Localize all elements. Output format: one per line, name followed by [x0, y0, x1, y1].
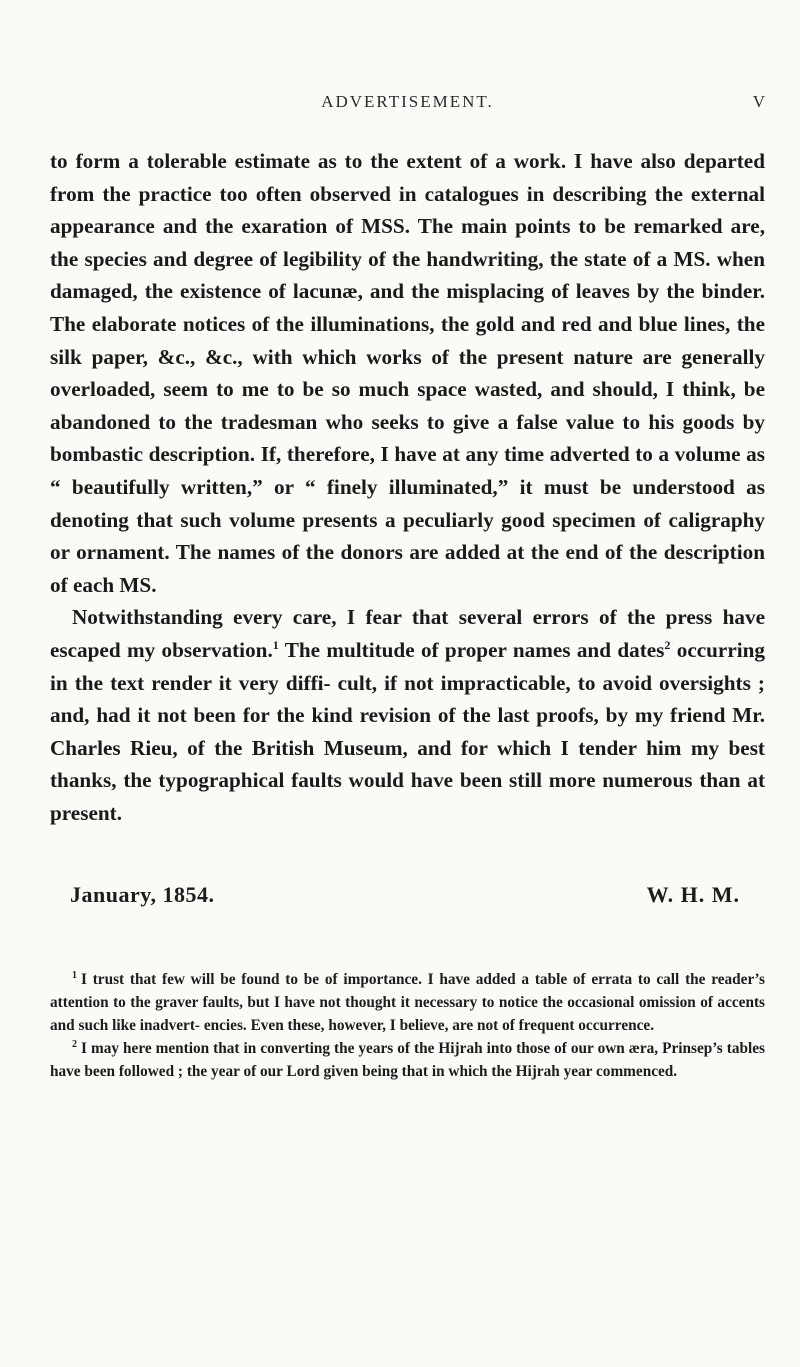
paragraph-2-part-c: occurring in the text render it very diffi- cult, if not impracticable, to avoid oversights ; and, had it not been for the kind revision of the last proofs, by my friend Mr. Charles Rieu, of the British Museum, and for which I tender him my best thanks, the typographical faults would have been still more numerous than at present.: [50, 637, 765, 825]
paragraph-2-part-b: The multitude of proper names and dates: [278, 637, 665, 662]
footnote-ref-1: 1: [272, 637, 279, 652]
footnote-1: [50, 968, 765, 1037]
page-number: V: [752, 92, 765, 111]
footnote-1-text: I trust that few will be found to be of importance. I have added a table of errata to call the reader’s attention to the graver faults, but I have not thought it necessary to notice the occasional omission of accents and such like inadvert- encies. Even these, however, I believe, are not of frequent occurrence.: [50, 971, 765, 1034]
signoff-initials: W. H. M.: [646, 882, 740, 907]
footnote-2-marker: 2: [72, 1039, 77, 1050]
footnote-2-text: I may here mention that in converting the years of the Hijrah into those of our own æra, Prinsep’s tables have been followed ; the year of our Lord given being that in which the Hijrah year commenced.: [50, 1040, 765, 1080]
body-text: [50, 145, 765, 829]
footnote-ref-2: 2: [664, 637, 671, 652]
paragraph-2: [50, 601, 765, 829]
footnote-2: [50, 1037, 765, 1083]
page-header: [50, 92, 765, 116]
footnote-1-marker: 1: [72, 970, 77, 981]
paragraph-1: to form a tolerable estimate as to the extent of a work. I have also departed from the practice too often observed in catalogues in describing the external appearance and the exaration of MSS. The main points to be remarked are, the species and degree of legibility of the handwriting, the state of a MS. when damaged, the existence of lacunæ, and the misplacing of leaves by the binder. The elaborate notices of the illuminations, the gold and red and blue lines, the silk paper, &c., &c., with which works of the present nature are generally overloaded, seem to me to be so much space wasted, and should, I think, be abandoned to the tradesman who seeks to give a false value to his goods by bombastic description. If, therefore, I have at any time adverted to a volume as “ beautifully written,” or “ finely illuminated,” it must be understood as denoting that such volume presents a peculiarly good specimen of caligraphy or ornament. The names of the donors are added at the end of the description of each MS.: [50, 149, 765, 597]
running-head: ADVERTISEMENT.: [321, 92, 494, 111]
footnotes: [50, 968, 765, 1083]
paragraph-2-part-a: Notwithstanding every care, I fear that several errors of the press have escaped my observation.: [50, 605, 765, 662]
signoff: [70, 882, 740, 916]
signoff-date: January, 1854.: [70, 882, 215, 907]
